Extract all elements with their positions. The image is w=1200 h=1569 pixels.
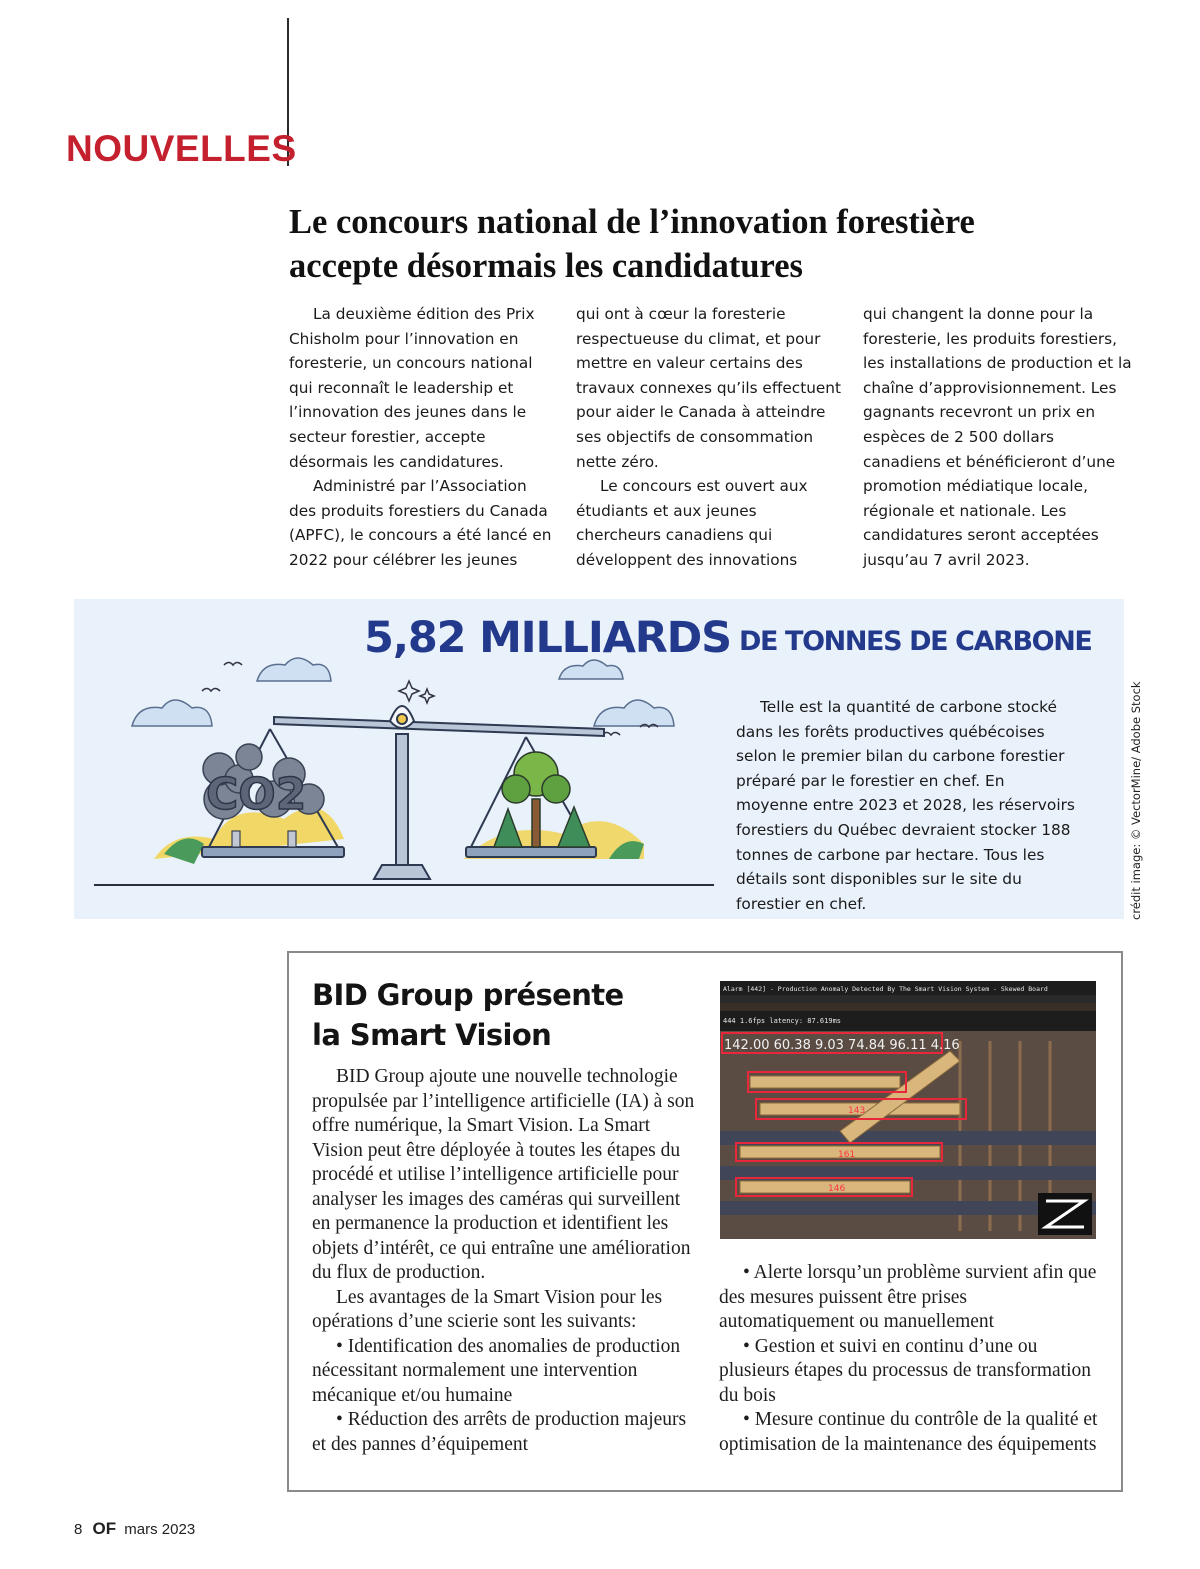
box-left-column — [312, 1065, 697, 1457]
image-credit: crédit image: © VectorMine/ Adobe Stock — [1129, 681, 1143, 920]
box-title — [312, 975, 692, 1055]
paragraph: qui ont à cœur la foresterie respectueuse du climat, et pour mettre en valeur certains des travaux connexes qu’ils effectuent pour aider le Canada à atteindre ses objectifs de consommation nette zéro. — [576, 305, 841, 471]
box-title-line-1: BID Group présente — [312, 978, 624, 1012]
paragraph: Le concours est ouvert aux étudiants et aux jeunes chercheurs canadiens qui développent des innovations — [576, 477, 808, 569]
bullet-item: • Mesure continue du contrôle de la qualité et optimisation de la maintenance des équipements — [719, 1409, 1098, 1455]
carbon-scale-illustration — [74, 649, 724, 899]
smart-vision-box — [287, 951, 1123, 1492]
article-column-2 — [576, 302, 844, 573]
carbon-unit: DE TONNES DE CARBONE — [739, 626, 1092, 657]
photo-label: 161 — [838, 1150, 856, 1160]
page-footer — [74, 1519, 195, 1539]
paragraph: La deuxième édition des Prix Chisholm pour l’innovation en foresterie, un concours national qui reconnaît le leadership et l’innovation des jeunes dans le secteur forestier, accepte désormais les candidatures. — [289, 305, 535, 471]
photo-alarm-header: Alarm [442] - Production Anomaly Detected By The Smart Vision System - Skewed Board — [723, 985, 1048, 993]
photo-status: 444 1.6fps latency: 87.619ms — [723, 1017, 842, 1025]
article-column-1 — [289, 302, 557, 573]
photo-label: 146 — [828, 1184, 846, 1194]
cloud-icon — [257, 658, 331, 681]
photo-label: 143 — [848, 1106, 866, 1116]
carbon-infographic — [74, 599, 1124, 919]
bullet-item: • Gestion et suivi en continu d’une ou plusieurs étapes du processus de transformation du bois — [719, 1335, 1092, 1406]
article-headline — [289, 200, 1129, 288]
paragraph: BID Group ajoute une nouvelle technologie propulsée par l’intelligence artificielle (IA) à son offre numérique, la Smart Vision. La Smart Vision peut être déployée à toutes les étapes du procédé et utilise l’intelligence artificielle pour analyser les images des caméras qui surveillent en permanence la production et identifient les objets d’intérêt, ce qui entraîne une amélioration du flux de production. — [312, 1066, 695, 1283]
carbon-figure: 5,82 MILLIARDS — [364, 613, 731, 663]
paragraph: qui changent la donne pour la foresterie, les produits forestiers, les installations de production et la chaîne d’approvisionnement. Les gagnants recevront un prix en espèces de 2 500 dollars canadiens et bénéficieront d’une promotion médiatique locale, régionale et nationale. Les candidatures seront acceptées jusqu’au 7 avril 2023. — [863, 305, 1132, 569]
bullet-item: • Réduction des arrêts de production majeurs et des pannes d’équipement — [312, 1409, 687, 1455]
page-number: 8 — [74, 1521, 83, 1538]
box-title-line-2: la Smart Vision — [312, 1018, 552, 1052]
section-label: NOUVELLES — [66, 128, 297, 169]
box-right-column — [719, 1261, 1104, 1457]
cloud-icon — [132, 700, 212, 726]
cloud-icon — [594, 700, 674, 726]
paragraph: Administré par l’Association des produits forestiers du Canada (APFC), le concours a été lancé en 2022 pour célébrer les jeunes — [289, 477, 552, 569]
paragraph: Les avantages de la Smart Vision pour les opérations d’une scierie sont les suivants: — [312, 1286, 663, 1332]
article-column-3 — [863, 302, 1135, 573]
headline-line-1: Le concours national de l’innovation forestière — [289, 203, 975, 241]
issue-date: mars 2023 — [124, 1521, 196, 1538]
headline-line-2: accepte désormais les candidatures — [289, 247, 803, 285]
bullet-item: • Identification des anomalies de production nécessitant normalement une intervention mécanique et/ou humaine — [312, 1335, 681, 1406]
bullet-item: • Alerte lorsqu’un problème survient afin que des mesures puissent être prises automatiquement ou manuellement — [719, 1262, 1097, 1332]
magazine-name: OF — [92, 1519, 117, 1538]
photo-readings: 142.00 60.38 9.03 74.84 96.11 4.16 — [724, 1038, 960, 1053]
smart-vision-photo — [720, 981, 1096, 1239]
infographic-description: Telle est la quantité de carbone stocké dans les forêts productives québécoises selon le premier bilan du carbone forestier préparé par le forestier en chef. En moyenne entre 2023 et 2028, les réservoirs forestiers du Québec devraient stocker 188 tonnes de carbone par hectare. Tous les détails sont disponibles sur le site du forestier en chef. — [736, 698, 1075, 913]
co2-label: CO2 — [206, 769, 307, 820]
